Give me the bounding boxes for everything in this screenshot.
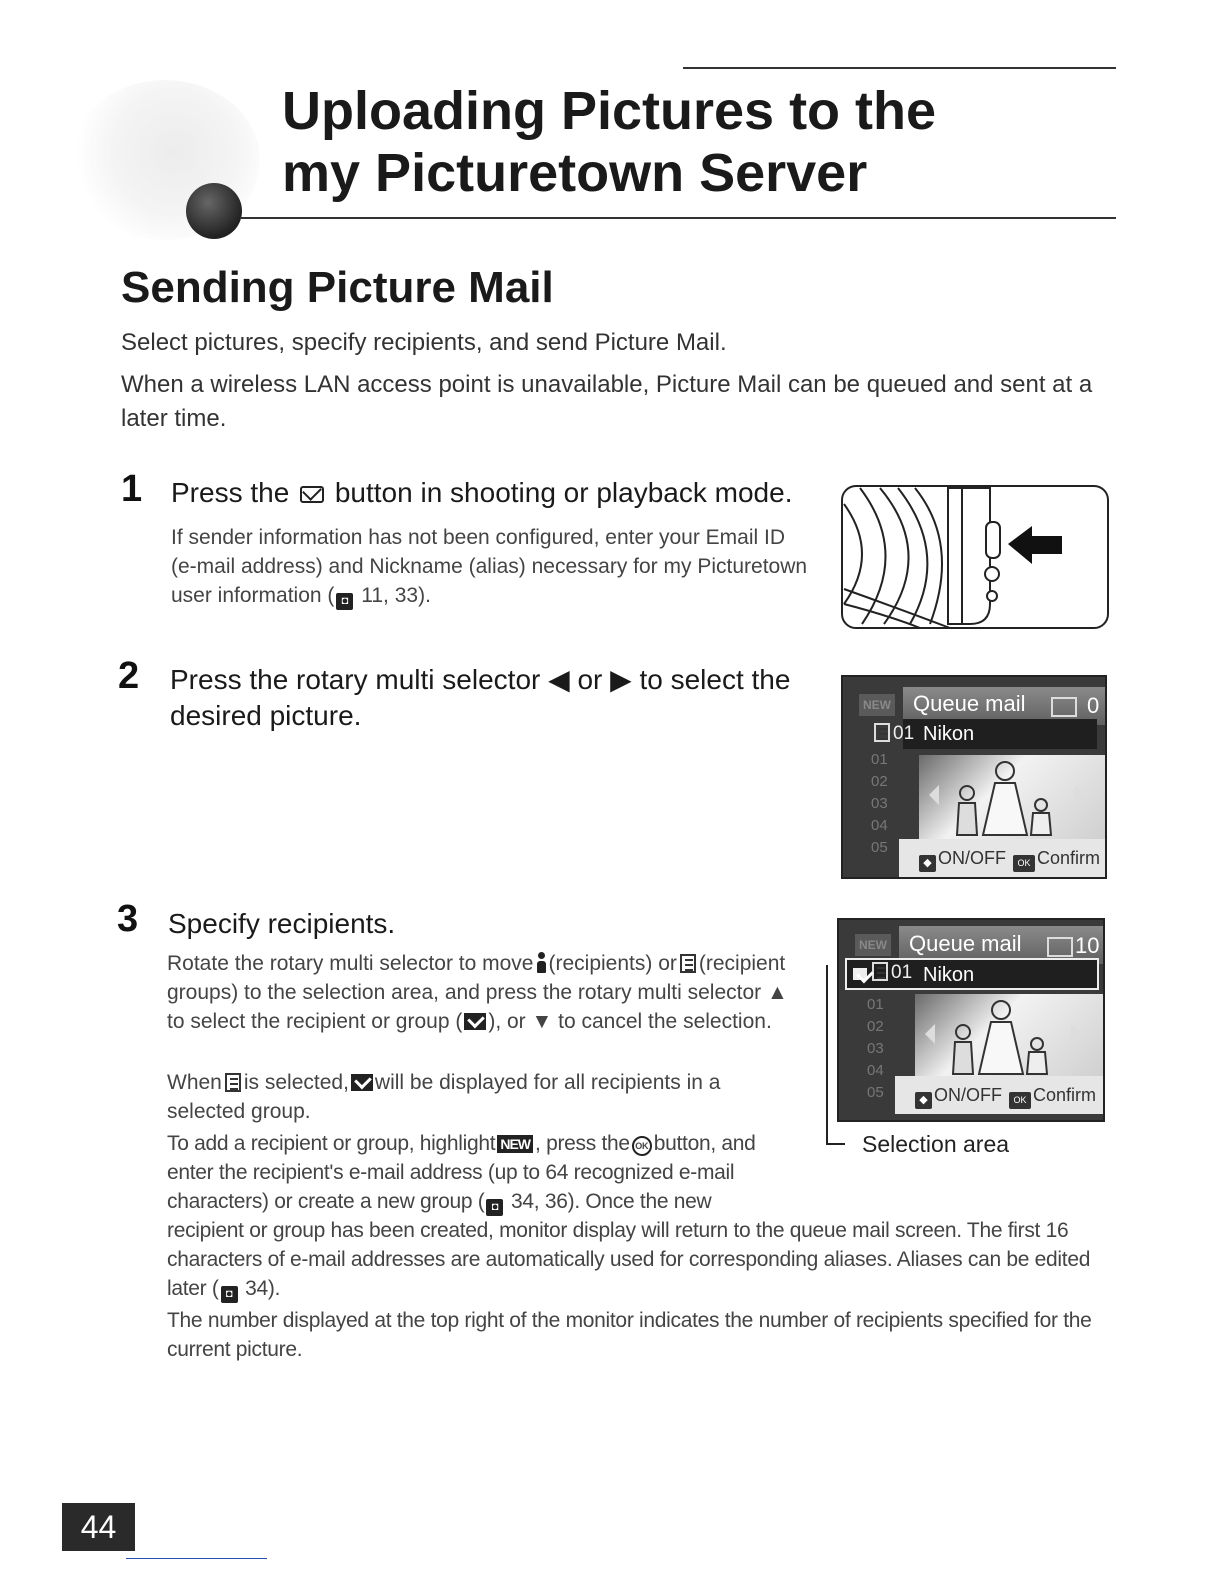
step2-heading [170,662,810,734]
camera-illustration [840,484,1112,632]
recipient-group-icon [680,954,696,973]
screen2-confirm-label: Confirm [1033,1085,1097,1105]
step3-number: 3 [117,898,139,940]
step3-paragraph3-continued [167,1216,1107,1303]
step3-p2-c: will be displayed for all recipients in a selected group. [167,1071,721,1123]
screen1-row-id [871,723,914,745]
step1-heading [171,475,792,511]
screen1-title: Queue mail [913,691,1026,716]
step3-p1-f: to cancel the selection. [558,1010,772,1033]
step3-p1-c: (recipient groups) to the selection area, and press the rotary multi selector [167,952,786,1004]
screen2-side-item: 01 [867,996,884,1013]
screen2-selected-mail-icon [853,968,867,980]
step3-p3-d-rest: recipient or group has been created, monitor display will return to the queue mail screen. The first 16 characters of e-mail addresses are automatically used for corresponding aliases. Aliases can be edited later ( [167,1219,1091,1300]
screen1-side-item: 04 [871,817,888,834]
step3-p3-ref: 34, 36 [511,1190,568,1213]
page-title-line2: my Picturetown Server [282,143,868,203]
screen2-side-item: 02 [867,1018,884,1035]
step2-heading-after: to select the desired picture. [170,664,791,731]
screen2-new-icon: NEW [855,934,891,956]
step1-heading-after: button in shooting or playback mode. [334,477,793,508]
selection-area-label: Selection area [862,1131,1010,1157]
header-bottom-rule [240,217,1116,219]
step3-p1-e: ), or [488,1010,526,1033]
step3-heading: Specify recipients. [168,908,396,939]
screen2-recipient-count: 10 [1075,933,1100,958]
screen2-side-item: 05 [867,1084,884,1101]
screen1-side-list [871,749,888,859]
screen1-left-arrow-icon [929,785,939,805]
ok-button-icon: OK [632,1136,652,1156]
screen2-ok-icon: OK [1009,1092,1031,1109]
screen1-new-icon: NEW [859,694,895,716]
screen1-side-item: 02 [871,773,888,790]
header-top-rule [683,67,1116,69]
step1-body-ref: 11, 33 [361,584,419,607]
screen1-mail-icon [1051,697,1077,717]
step1-heading-before: Press the [171,477,290,508]
camera-screen-queue-mail [841,675,1107,879]
left-arrow-icon: ◀ [548,664,570,695]
page-title-line1: Uploading Pictures to the [282,81,937,141]
reference-icon: ◘ [221,1286,238,1303]
selected-mail-icon [351,1074,373,1091]
screen1-onoff-label: ON/OFF [938,848,1006,868]
step3-p2-a: When [167,1071,222,1094]
new-icon: NEW [497,1135,533,1153]
screen2-bottom-bar [895,1076,1103,1114]
screen1-selector-icon: ◆ [919,855,936,872]
step3-paragraph3-top [167,1129,807,1216]
screen1-row-name: Nikon [923,723,975,745]
recipient-icon [537,952,546,974]
screen1-row-id-text: 01 [893,723,915,744]
reference-icon: ◘ [336,593,353,610]
step1-number: 1 [121,468,143,510]
screen1-group-icon [874,723,890,742]
up-arrow-icon: ▲ [766,981,788,1004]
mail-button-icon [300,486,324,503]
screen2-mail-icon [1047,937,1073,957]
screen2-row-id-text: 01 [891,962,913,983]
screen1-confirm-label: Confirm [1037,848,1101,868]
step1-body [171,523,811,610]
screen1-side-item: 03 [871,795,888,812]
screen2-side-item: 03 [867,1040,884,1057]
screen2-side-item: 04 [867,1062,884,1079]
step3-p1-a: Rotate the rotary multi selector to move [167,952,534,975]
intro-line1: Select pictures, specify recipients, and send Picture Mail. [121,329,727,356]
screen1-ok-icon: OK [1013,855,1035,872]
screen1-bottom-bar [899,839,1105,877]
step3-p3-ref2: 34 [239,1277,268,1300]
screen2-row-name: Nikon [923,964,975,986]
selected-mail-icon [464,1013,486,1030]
right-arrow-icon: ▶ [610,664,632,695]
step1-body-after: ). [418,584,431,607]
step3-p3-a: To add a recipient or group, highlight [167,1132,496,1155]
recipient-group-icon [225,1073,241,1092]
screen2-onoff-label: ON/OFF [934,1085,1002,1105]
down-arrow-icon: ▼ [531,1010,553,1033]
step1-body-before: If sender information has not been configured, enter your Email ID (e-mail address) and Nickname (alias) necessary for my Picturetown user information ( [171,526,808,607]
screen1-right-arrow-icon [1075,785,1085,805]
section-title: Sending Picture Mail [121,263,554,312]
step3-p3-d: ). Once the new [567,1190,712,1213]
step2-heading-or: or [577,664,603,695]
step3-paragraph4: The number displayed at the top right of the monitor indicates the number of recipients specified for the current picture. [167,1309,1092,1361]
step2-number: 2 [118,655,140,697]
screen2-selector-icon: ◆ [915,1092,932,1109]
screen1-side-item: 05 [871,839,888,856]
screen1-selected-row [903,719,1097,749]
camera-screen-queue-mail-selected [837,918,1105,1122]
screen2-group-icon [872,962,888,981]
screen2-row-id [851,962,912,984]
step3-p1-d: to select the recipient or group ( [167,1010,463,1033]
step2-heading-before: Press the rotary multi selector [170,664,541,695]
step3-p2-b: is selected, [243,1071,349,1094]
screen2-title: Queue mail [909,931,1022,956]
screen1-side-item: 01 [871,751,888,768]
reference-icon: ◘ [486,1199,503,1216]
page-title [282,80,936,204]
screen2-right-arrow-icon [1071,1024,1081,1044]
screen2-side-list [867,994,884,1104]
page-footer-rule [126,1558,267,1559]
header-decoration-dot [186,183,242,239]
intro-line2: When a wireless LAN access point is unavailable, Picture Mail can be queued and sent at a later time. [121,371,1093,432]
step3-p3-b: , press the [535,1132,630,1155]
step3-p1-b: (recipients) or [548,952,677,975]
step3-p3-e: ). [267,1277,281,1300]
screen1-recipient-count: 0 [1087,693,1100,718]
step3-p3-c: button, and enter the recipient's e-mail address (up to 64 recognized e-mail characters) or create a new group ( [167,1132,756,1213]
step3-paragraph2 [167,1068,797,1126]
screen2-left-arrow-icon [925,1024,935,1044]
step3-paragraph1 [167,949,797,1036]
page-number: 44 [62,1503,135,1551]
